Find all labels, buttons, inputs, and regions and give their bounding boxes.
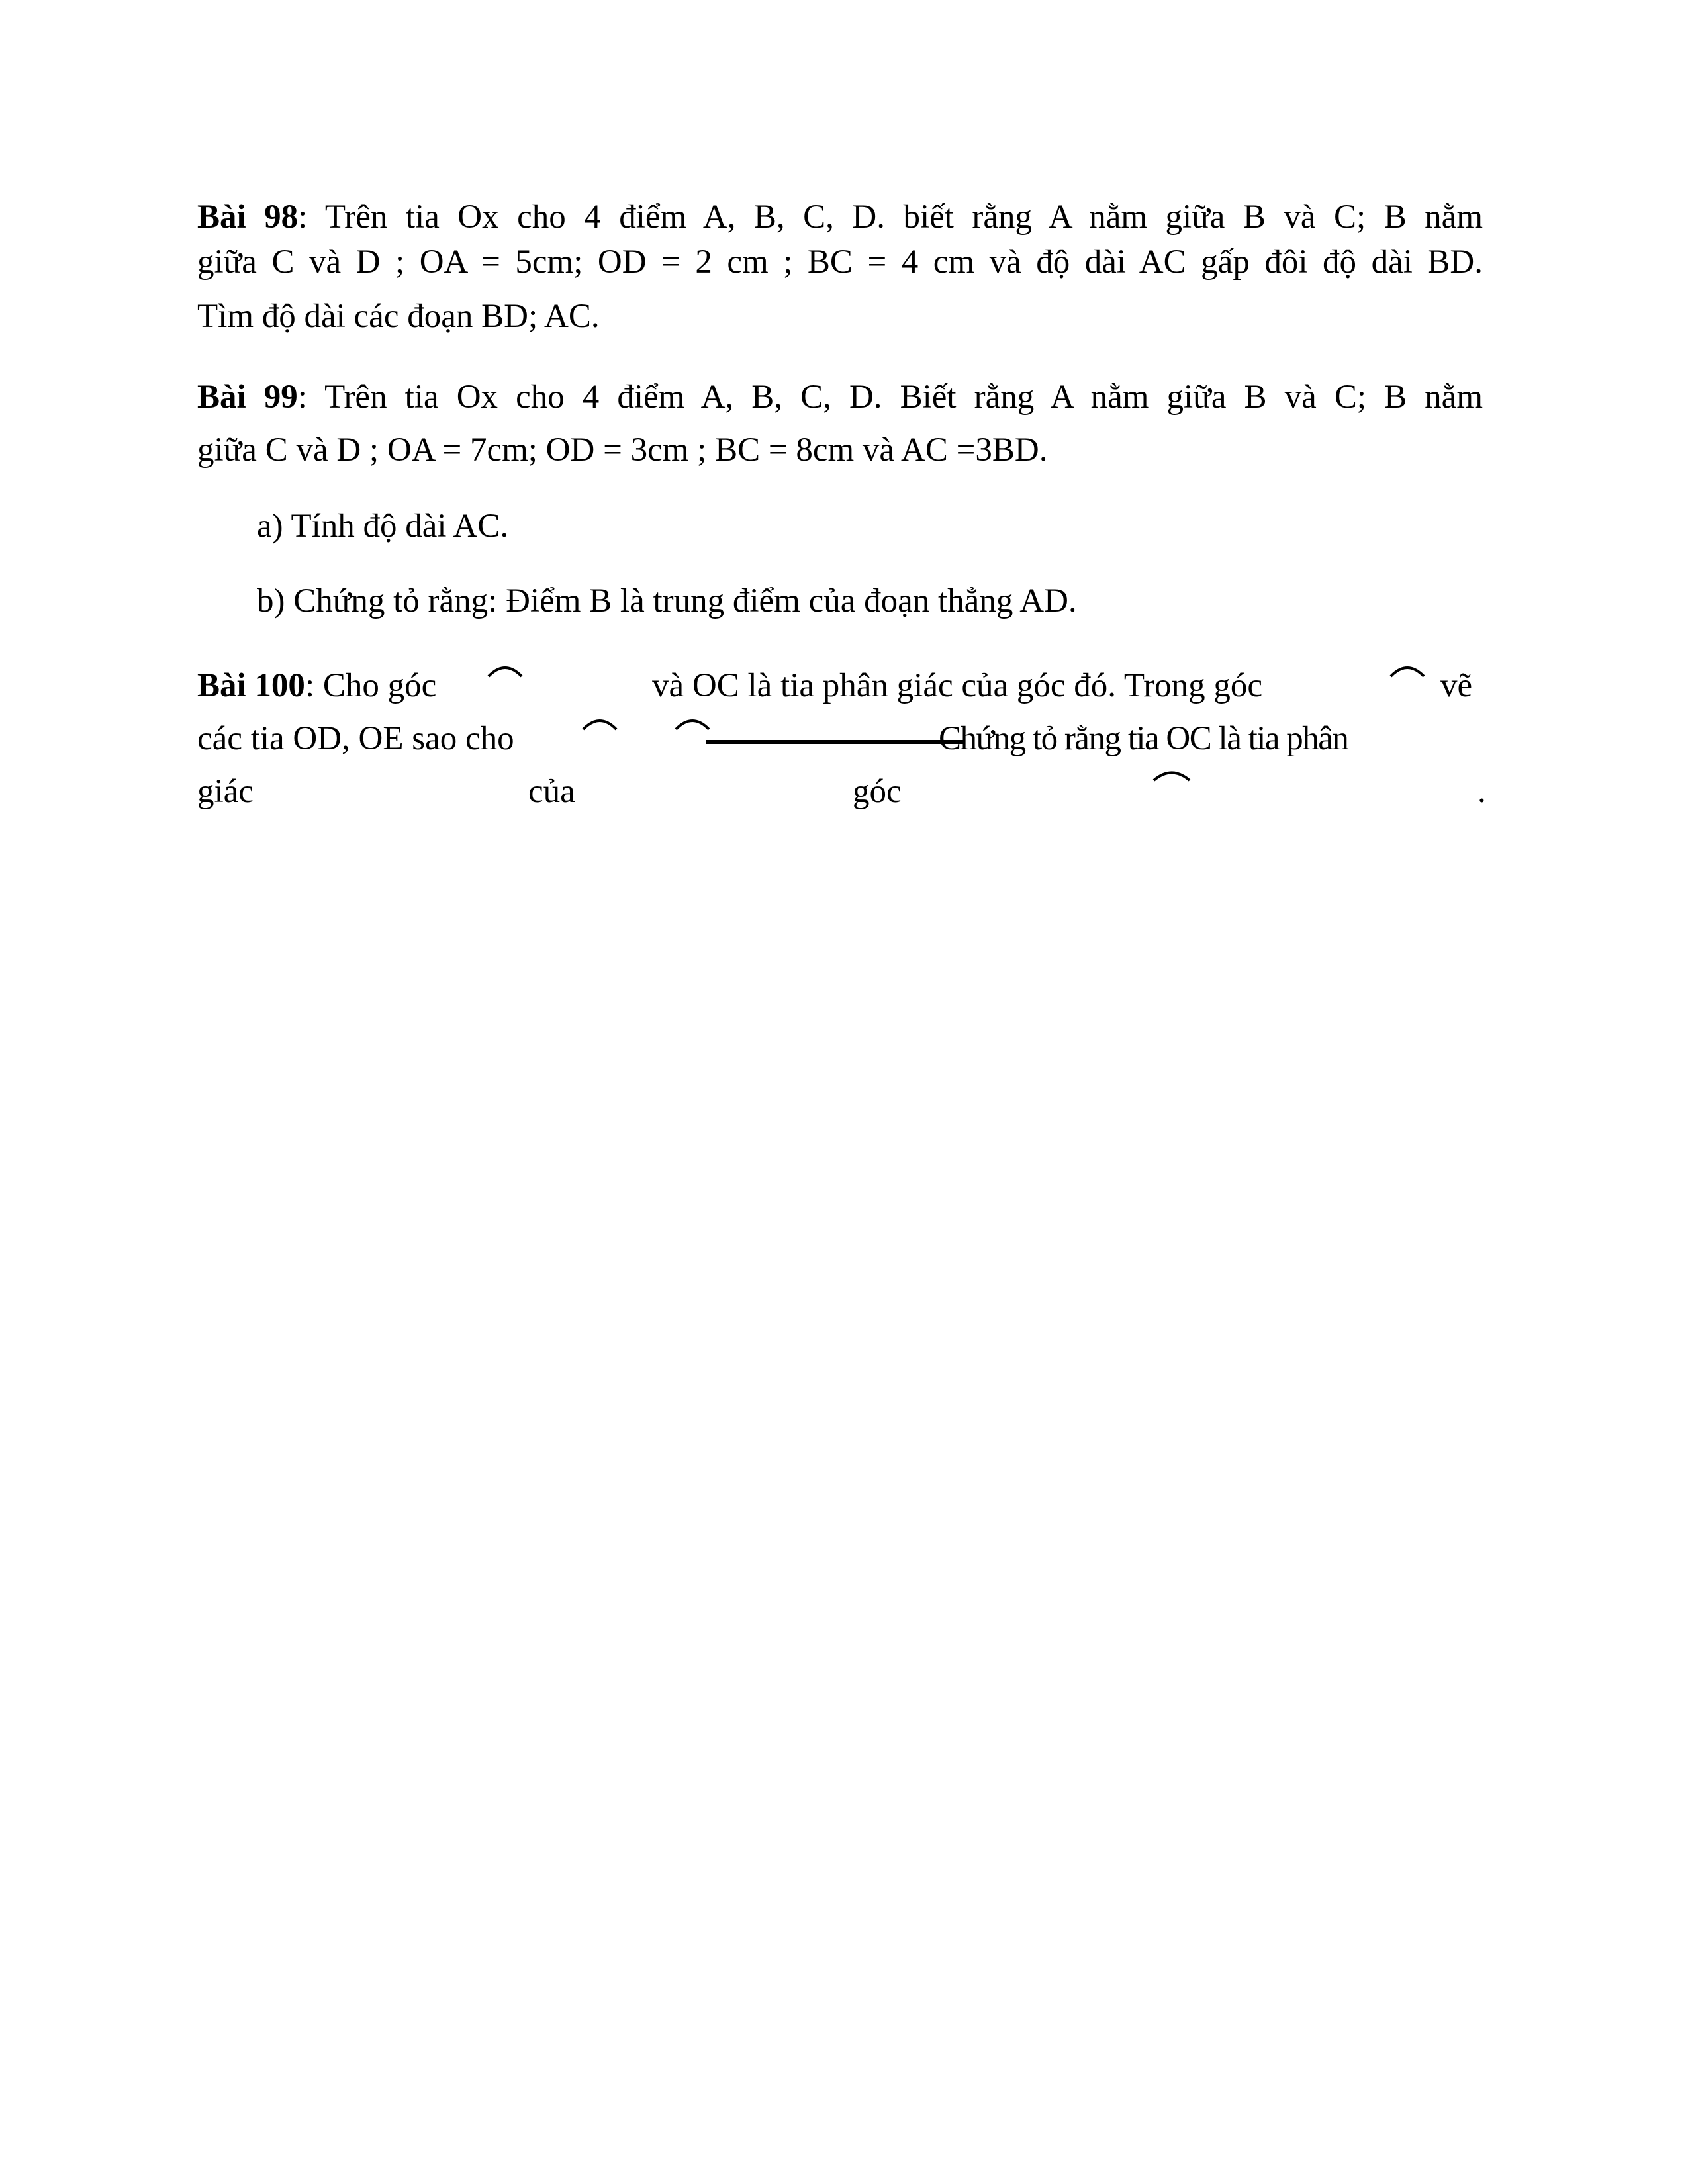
- problem-100-text-2b: Chứng tỏ rằng tia OC là tia phân: [939, 720, 1348, 757]
- problem-100-text-1c: vẽ: [1440, 667, 1473, 704]
- angle-arc-icon: [487, 663, 524, 679]
- angle-arc-icon: [674, 716, 711, 732]
- problem-100-text-3d: .: [1477, 773, 1486, 810]
- problem-99-label: Bài 99: [197, 379, 298, 416]
- problem-100-text-3b: của: [528, 773, 575, 810]
- problem-99-part-b: b) Chứng tỏ rằng: Điểm B là trung điểm của đoạn thẳng AD.: [257, 582, 1077, 619]
- problem-98-line-1: [197, 197, 1483, 237]
- problem-99-text-1: : Trên tia Ox cho 4 điểm A, B, C, D. Biết rằng A nằm giữa B và C; B nằm: [297, 379, 1483, 416]
- problem-100-line-1-start: [197, 666, 436, 705]
- problem-100-text-1a: : Cho góc: [305, 667, 437, 704]
- angle-arc-icon: [1389, 663, 1426, 679]
- problem-99-line-2: giữa C và D ; OA = 7cm; OD = 3cm ; BC = 8cm và AC =3BD.: [197, 432, 1048, 469]
- overline-rule: [706, 740, 964, 744]
- problem-100-text-3c: góc: [853, 773, 902, 810]
- problem-100-text-3a: giác: [197, 773, 254, 810]
- problem-98-text-1: : Trên tia Ox cho 4 điểm A, B, C, D. biết rằng A nằm giữa B và C; B nằm: [298, 199, 1483, 236]
- problem-98-line-2: giữa C và D ; OA = 5cm; OD = 2 cm ; BC = 4 cm và độ dài AC gấp đôi độ dài BD.: [197, 244, 1483, 281]
- problem-99-part-a: a) Tính độ dài AC.: [257, 508, 509, 545]
- angle-arc-icon: [581, 716, 618, 732]
- problem-99-line-1: [197, 377, 1483, 417]
- problem-98-label: Bài 98: [197, 199, 299, 236]
- problem-98-line-3: Tìm độ dài các đoạn BD; AC.: [197, 298, 600, 335]
- angle-arc-icon: [1152, 768, 1192, 782]
- problem-100-label: Bài 100: [197, 667, 305, 704]
- problem-100-text-2a: các tia OD, OE sao cho: [197, 720, 514, 757]
- problem-100-text-1b: và OC là tia phân giác của góc đó. Trong góc: [652, 667, 1263, 704]
